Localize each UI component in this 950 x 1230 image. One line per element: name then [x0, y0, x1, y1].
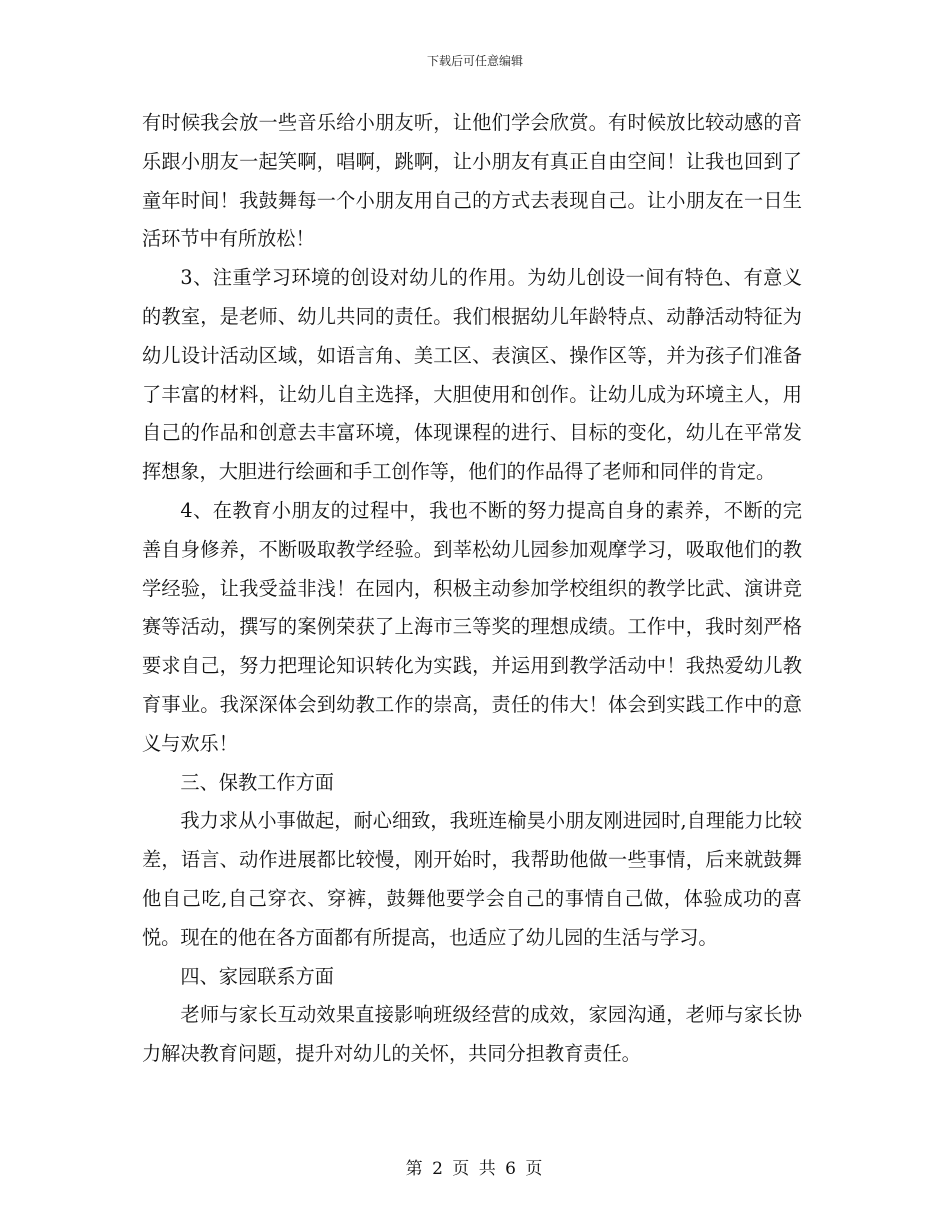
- section-heading: 三、保教工作方面: [180, 770, 334, 794]
- section-heading: 四、家园联系方面: [180, 964, 334, 988]
- page-header: 下载后可任意编辑: [426, 54, 523, 68]
- paragraph: 有时候我会放一些音乐给小朋友听，让他们学会欣赏。有时候放比较动感的音乐跟小朋友一起笑啊，唱啊，跳啊，让小朋友有真正自由空间！让我也回到了童年时间！我鼓舞每一个小朋友用自己的方式去表现自己。让小朋友在一日生活环节中有所放松！: [142, 111, 802, 251]
- page-number-text: 第 2 页 共 6 页: [405, 1159, 545, 1179]
- paragraph: 我力求从小事做起，耐心细致，我班连榆昊小朋友刚进园时,自理能力比较差，语言、动作进展都比较慢，刚开始时，我帮助他做一些事情，后来就鼓舞他自己吃,自己穿衣、穿裤，鼓舞他要学会自己的事情自己做，体验成功的喜悦。现在的他在各方面都有所提高，也适应了幼儿园的生活与学习。: [142, 809, 802, 949]
- document-body: [142, 104, 802, 1074]
- paragraph: 3、注重学习环境的创设对幼儿的作用。为幼儿创设一间有特色、有意义的教室，是老师、幼儿共同的责任。我们根据幼儿年龄特点、动静活动特征为幼儿设计活动区域，如语言角、美工区、表演区、操作区等，并为孩子们准备了丰富的材料，让幼儿自主选择，大胆使用和创作。让幼儿成为环境主人，用自己的作品和创意去丰富环境，体现课程的进行、目标的变化，幼儿在平常发挥想象，大胆进行绘画和手工创作等，他们的作品得了老师和同伴的肯定。: [142, 266, 802, 484]
- paragraph: 老师与家长互动效果直接影响班级经营的成效，家园沟通，老师与家长协力解决教育问题，提升对幼儿的关怀，共同分担教育责任。: [142, 1003, 802, 1066]
- page-footer: [0, 1154, 950, 1179]
- paragraph: 4、在教育小朋友的过程中，我也不断的努力提高自身的素养，不断的完善自身修养，不断吸取教学经验。到莘松幼儿园参加观摩学习，吸取他们的教学经验，让我受益非浅！在园内，积极主动参加学校组织的教学比武、演讲竞赛等活动，撰写的案例荣获了上海市三等奖的理想成绩。工作中，我时刻严格要求自己，努力把理论知识转化为实践，并运用到教学活动中！我热爱幼儿教育事业。我深深体会到幼教工作的崇高，责任的伟大！体会到实践工作中的意义与欢乐！: [142, 498, 802, 755]
